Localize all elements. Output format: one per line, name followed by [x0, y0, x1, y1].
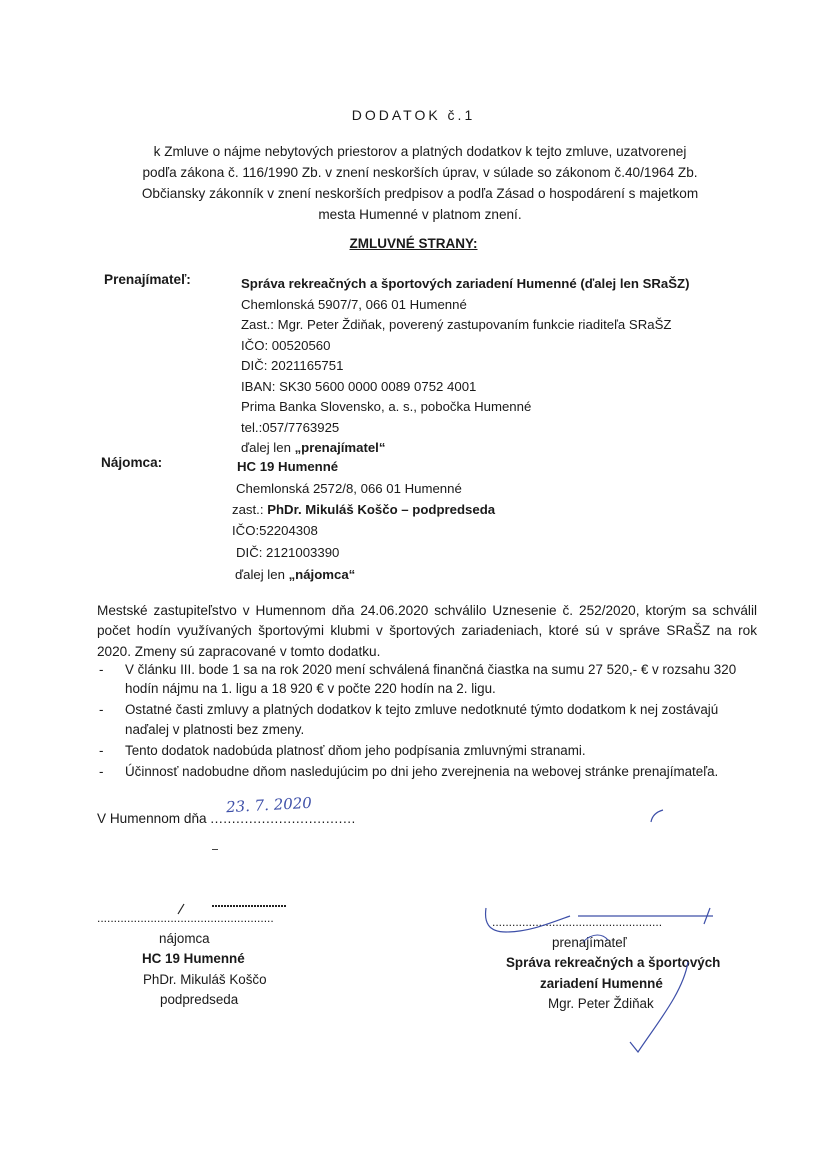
signature-role: prenajímateľ [552, 934, 627, 950]
tenant-label: Nájomca: [101, 455, 163, 470]
landlord-address: Chemlonská 5907/7, 066 01 Humenné [241, 296, 467, 312]
landlord-alias: „prenajímatel“ [294, 440, 386, 455]
list-item: - Účinnosť nadobudne dňom nasledujúcim po dni jeho zverejnenia na webovej stránke prenajímateľa. [99, 764, 719, 780]
tenant-name: HC 19 Humenné [237, 459, 339, 474]
intro-line: mesta Humenné v platnom znení. [318, 207, 522, 222]
tenant-alias-line [235, 565, 355, 586]
landlord-signature-block [480, 912, 740, 1015]
intro-line: k Zmluve o nájme nebytových priestorov a platných dodatkov k tejto zmluve, uzatvorenej [153, 144, 687, 159]
tenant-representative: PhDr. Mikuláš Koščo – podpredseda [267, 502, 496, 517]
landlord-alias-prefix: ďalej len [241, 440, 295, 455]
signature-dots: ................................................... [492, 915, 663, 929]
date-dots: .................................. [210, 811, 356, 826]
intro-paragraph [90, 141, 750, 225]
tenant-representative-line [232, 500, 495, 521]
landlord-dic: DIČ: 2021165751 [241, 358, 344, 373]
changes-list [97, 660, 757, 781]
landlord-alias-line [241, 438, 690, 459]
intro-line: podľa zákona č. 116/1990 Zb. v znení neskorších úprav, v súlade so zákonom č.40/1964 Zb. [142, 165, 698, 180]
landlord-details [241, 274, 690, 459]
intro-line: Občiansky zákonník v znení neskorších predpisov a podľa Zásad o hospodárení s majetkom [141, 186, 699, 201]
tenant-signature-block [97, 908, 327, 1011]
resolution-paragraph: Mestské zastupiteľstvo v Humennom dňa 24.06.2020 schválilo Uznesenie č. 252/2020, ktorým sa schválil počet hodín využívaných športovými klubmi v športových zariadeniach, ktoré sú v správe SRaŠZ na rok 2020. Zmeny sú zapracované v tomto dodatku. [97, 603, 757, 659]
signature-org: HC 19 Humenné [142, 951, 245, 966]
landlord-name: Správa rekreačných a športových zariadení Humenné (ďalej len SRaŠZ) [241, 276, 690, 291]
document-title: DODATOK č.1 [351, 107, 476, 123]
signature-position: podpredseda [160, 992, 239, 1007]
landlord-representative: Zast.: Mgr. Peter Ždiňak, poverený zastupovaním funkcie riaditeľa SRaŠZ [241, 317, 672, 332]
ink-mark-icon [648, 806, 668, 826]
place-label: V Humennom dňa [97, 811, 207, 826]
stray-mark [212, 849, 218, 850]
landlord-label: Prenajímateľ: [104, 272, 191, 287]
list-item: - V článku III. bode 1 sa na rok 2020 mení schválená finančná čiastka na sumu 27 520,- € v rozsahu 320 hodín nájmu na 1. ligu a 18 920 € v počte 220 hodín na 2. ligu. [99, 662, 737, 697]
signature-org-line2: zariadení Humenné [540, 975, 663, 991]
signature-person: PhDr. Mikuláš Koščo [143, 971, 267, 987]
list-item: - Ostatné časti zmluvy a platných dodatkov k tejto zmluve nedotknuté týmto dodatkom k nej zostávajú naďalej v platnosti bez zmeny. [99, 702, 719, 737]
tenant-alias: „nájomca“ [288, 567, 356, 582]
signature-role: nájomca [159, 930, 210, 946]
tenant-address: Chemlonská 2572/8, 066 01 Humenné [236, 481, 462, 496]
landlord-phone: tel.:057/7763925 [241, 419, 340, 435]
list-item-text: Ostatné časti zmluvy a platných dodatkov k tejto zmluve nedotknuté týmto dodatkom k nej zostávajú naďalej v platnosti bez zmeny. [125, 702, 719, 737]
list-item-text: Účinnosť nadobudne dňom nasledujúcim po dni jeho zverejnenia na webovej stránke prenajímateľa. [125, 764, 719, 780]
landlord-iban: IBAN: SK30 5600 0000 0089 0752 4001 [241, 378, 477, 394]
list-item-text: V článku III. bode 1 sa na rok 2020 mení schválená finančná čiastka na sumu 27 520,- € v rozsahu 320 hodín nájmu na 1. ligu a 18 920 € v počte 220 hodín na 2. ligu. [125, 662, 737, 697]
handwritten-date: 23. 7. 2020 [225, 793, 313, 817]
tenant-alias-prefix: ďalej len [235, 567, 289, 582]
list-item-text: Tento dodatok nadobúda platnosť dňom jeho podpísania zmluvnými stranami. [125, 742, 586, 758]
tenant-dic: DIČ: 2121003390 [236, 545, 340, 560]
signature-org-line1: Správa rekreačných a športových [506, 955, 721, 970]
signature-person: Mgr. Peter Ždiňak [548, 996, 654, 1011]
list-item: - Tento dodatok nadobúda platnosť dňom jeho podpísania zmluvnými stranami. [99, 742, 586, 758]
signature-dots: ..................................................... [97, 911, 274, 925]
landlord-bank: Prima Banka Slovensko, a. s., pobočka Humenné [241, 399, 532, 414]
tenant-rep-prefix: zast.: [232, 502, 268, 517]
tenant-ico: IČO:52204308 [232, 523, 318, 538]
parties-heading: ZMLUVNÉ STRANY: [349, 236, 478, 251]
landlord-ico: IČO: 00520560 [241, 337, 331, 353]
